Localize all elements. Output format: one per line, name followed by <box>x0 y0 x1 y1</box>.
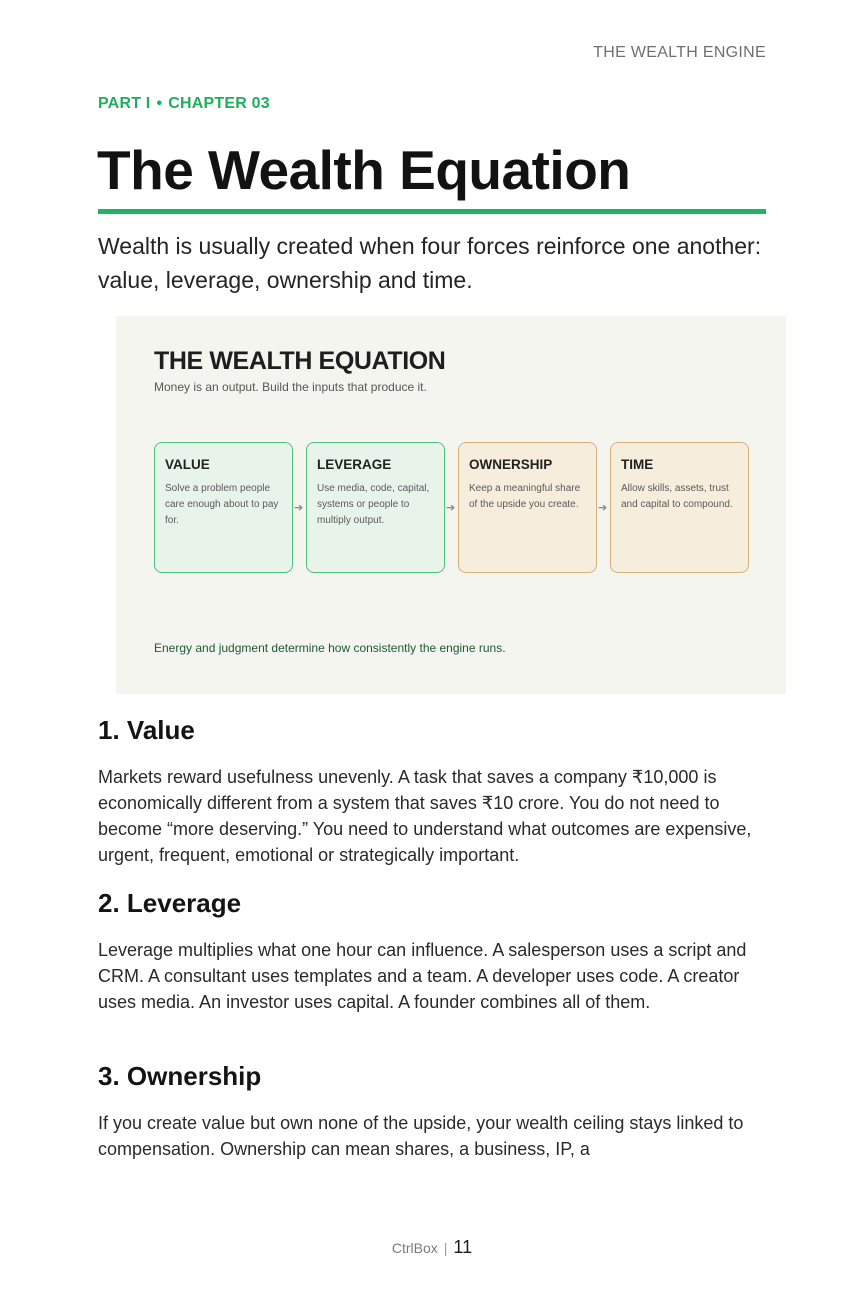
section-body-ownership: If you create value but own none of the upside, your wealth ceiling stays linked to compensation. Ownership can mean shares, a business, IP, a <box>98 1113 744 1159</box>
part-label: PART I <box>98 95 151 112</box>
footer-brand: CtrlBox <box>391 1240 438 1256</box>
card-heading: VALUE <box>165 457 210 472</box>
figure-title: THE WEALTH EQUATION <box>154 347 446 375</box>
kicker-separator: • <box>156 95 163 112</box>
chapter-label: CHAPTER 03 <box>168 95 270 112</box>
card-heading: LEVERAGE <box>317 457 392 472</box>
wealth-equation-figure <box>116 316 786 694</box>
figure-subtitle: Money is an output. Build the inputs that produce it. <box>154 380 427 394</box>
card-body: Allow skills, assets, trust and capital to compound. <box>621 483 733 510</box>
chapter-lede: Wealth is usually created when four forces reinforce one another: value, leverage, ownership and time. <box>98 233 762 293</box>
card-body: Keep a meaningful share of the upside you create. <box>469 483 581 510</box>
page-number: 11 <box>453 1237 473 1257</box>
card-time <box>610 442 749 573</box>
card-body: Solve a problem people care enough about to pay for. <box>165 483 279 526</box>
card-ownership <box>458 442 597 573</box>
page-footer <box>0 1237 864 1258</box>
card-leverage <box>306 442 445 573</box>
chapter-kicker <box>98 95 270 113</box>
figure-footnote: Energy and judgment determine how consistently the engine runs. <box>154 641 506 655</box>
title-rule <box>98 209 766 214</box>
card-heading: TIME <box>621 457 654 472</box>
section-heading-value: 1. Value <box>98 715 195 745</box>
chapter-title: The Wealth Equation <box>97 139 631 201</box>
running-header: THE WEALTH ENGINE <box>593 44 766 61</box>
arrow-right-icon: ➔ <box>294 502 304 514</box>
card-heading: OWNERSHIP <box>469 457 553 472</box>
section-body-value: Markets reward usefulness unevenly. A task that saves a company ₹10,000 is economically different from a system that saves ₹10 crore. You do not need to become “more deserving.” You need to understand what outcomes are expensive, urgent, frequent, emotional or strategically important. <box>98 767 752 865</box>
arrow-right-icon: ➔ <box>598 502 608 514</box>
arrow-right-icon: ➔ <box>446 502 456 514</box>
card-value <box>154 442 293 573</box>
section-body-leverage: Leverage multiplies what one hour can influence. A salesperson uses a script and CRM. A consultant uses templates and a team. A developer uses code. A creator uses media. An investor uses capital. A founder combines all of them. <box>98 940 747 1012</box>
section-heading-ownership: 3. Ownership <box>98 1061 262 1091</box>
footer-separator: | <box>443 1240 448 1256</box>
section-heading-leverage: 2. Leverage <box>98 888 242 918</box>
card-body: Use media, code, capital, systems or people to multiply output. <box>317 483 430 526</box>
